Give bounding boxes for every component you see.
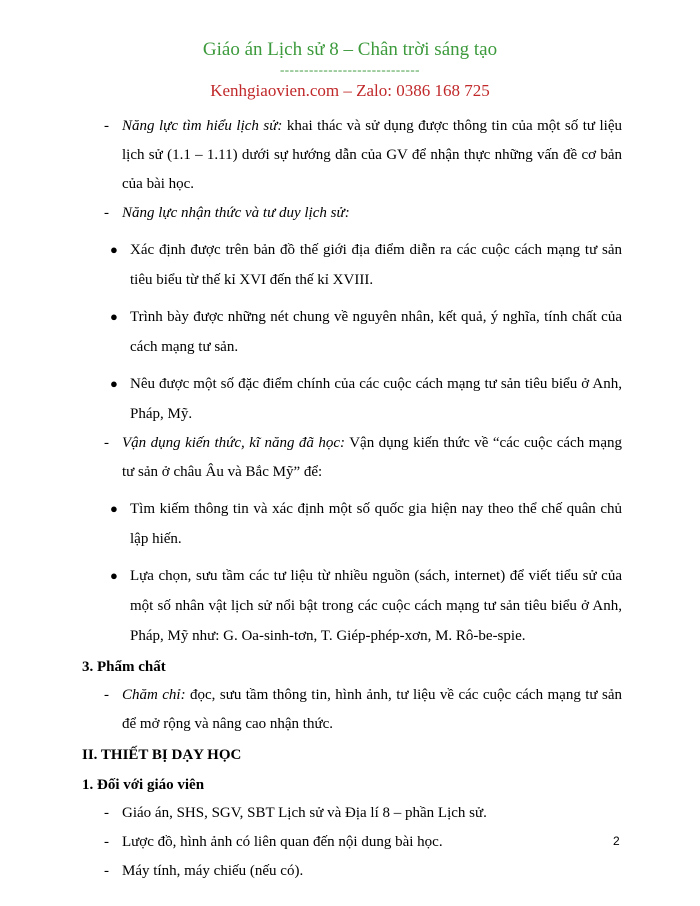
list-item [82, 828, 622, 857]
bullet-icon: ● [110, 242, 118, 257]
bullet-item [82, 302, 622, 362]
bullet-text: Trình bày được những nét chung về nguyên nhân, kết quả, ý nghĩa, tính chất của cách mạng tư sản. [130, 309, 622, 355]
dash-marker: - [104, 805, 109, 821]
item-label: Năng lực nhận thức và tư duy lịch sử: [122, 205, 350, 221]
list-item [82, 857, 622, 886]
bullet-icon: ● [110, 376, 118, 391]
list-item [82, 799, 622, 828]
bullet-icon: ● [110, 568, 118, 583]
dash-marker: - [104, 687, 109, 703]
list-item [82, 681, 622, 739]
bullet-icon: ● [110, 309, 118, 324]
item-label: Vận dụng kiến thức, kĩ năng đã học: [122, 435, 346, 451]
bullet-item [82, 561, 622, 651]
item-text: đọc, sưu tầm thông tin, hình ảnh, tư liệu về các cuộc cách mạng tư sản để mở rộng và nâng cao nhận thức. [122, 687, 622, 732]
item-text: Vận dụng kiến thức về “các cuộc cách mạng tư sản ở châu Âu và Bắc Mỹ” để: [122, 435, 622, 480]
header-subtitle: Kenhgiaovien.com – Zalo: 0386 168 725 [210, 81, 490, 100]
item-text: khai thác và sử dụng được thông tin của một số tư liệu lịch sử (1.1 – 1.11) dưới sự hướng dẫn của GV để nhận thực những vấn đề cơ bản của bài học. [122, 118, 622, 192]
header-rule: ----------------------------- [279, 62, 421, 77]
list-item [82, 429, 622, 487]
item-text: Máy tính, máy chiếu (nếu có). [122, 863, 304, 879]
bullet-text: Tìm kiếm thông tin và xác định một số quốc gia hiện nay theo thể chế quân chủ lập hiến. [130, 501, 622, 547]
bullet-text: Lựa chọn, sưu tầm các tư liệu từ nhiều nguồn (sách, internet) để viết tiểu sử của một số nhân vật lịch sử nổi bật trong các cuộc cách mạng tư sản tiêu biểu ở Anh, Pháp, Mỹ như: G. Oa-sinh-tơn, T. Giép-phép-xơn, M. Rô-be-spie. [130, 568, 622, 644]
header-title: Giáo án Lịch sử 8 – Chân trời sáng tạo [202, 39, 498, 60]
item-text: Lược đồ, hình ảnh có liên quan đến nội dung bài học. [122, 834, 443, 850]
bullet-text: Xác định được trên bản đồ thế giới địa điểm diễn ra các cuộc cách mạng tư sản tiêu biểu từ thế kỉ XVI đến thế kỉ XVIII. [130, 242, 622, 288]
section-heading: 3. Phẩm chất [82, 659, 166, 675]
list-item [82, 199, 622, 228]
page-number: 2 [613, 834, 620, 848]
dash-marker: - [104, 205, 109, 221]
item-label: Năng lực tìm hiểu lịch sử: [122, 118, 283, 134]
dash-marker: - [104, 435, 109, 451]
bullet-text: Nêu được một số đặc điểm chính của các cuộc cách mạng tư sản tiêu biểu ở Anh, Pháp, Mỹ. [130, 376, 622, 422]
item-label: Chăm chỉ: [122, 687, 186, 703]
bullet-icon: ● [110, 501, 118, 516]
bullet-item [82, 494, 622, 554]
dash-marker: - [104, 118, 109, 134]
list-item [82, 112, 622, 199]
page-content [82, 112, 622, 886]
dash-marker: - [104, 834, 109, 850]
bullet-item [82, 235, 622, 295]
dash-marker: - [104, 863, 109, 879]
section-heading: II. THIẾT BỊ DẠY HỌC [82, 747, 242, 763]
subsection-heading: 1. Đối với giáo viên [82, 777, 205, 793]
item-text: Giáo án, SHS, SGV, SBT Lịch sử và Địa lí 8 – phần Lịch sử. [122, 805, 487, 821]
bullet-item [82, 369, 622, 429]
